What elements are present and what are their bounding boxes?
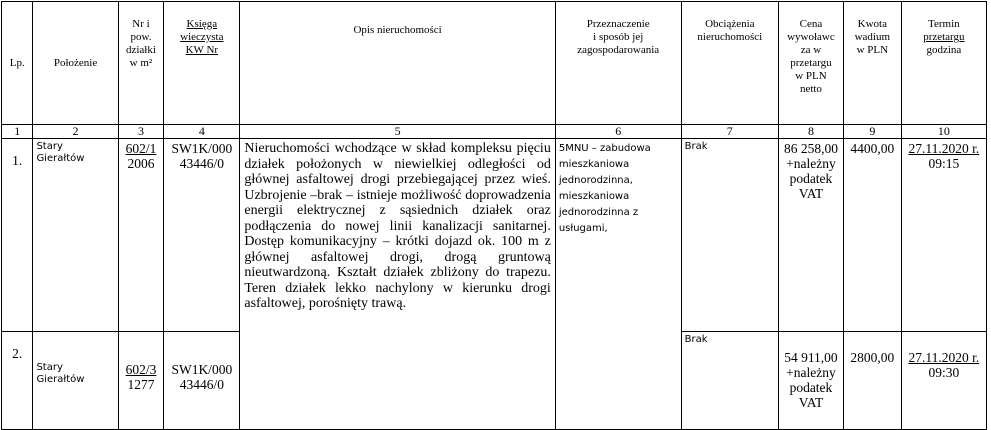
przeznaczenie: 5MNU – zabudowa mieszkaniowa jednorodzinna, mieszkaniowa jednorodzinna z usługami, (555, 139, 681, 430)
opis-nieruchomosci: Nieruchomości wchodzące w skład kompleksu pięciu działek położonych w niewielkiej odległości od głównej asfaltowej drogi przebiegającej przez wieś. Uzbrojenie –brak – istnieje możliwość doprowadzenia energii elektrycznej z sąsiednich działek oraz podłączenia do nowej linii kanalizacji sanitarnej. Dostęp komunikacyjny – krótki dojazd ok. 100 m z głównej asfaltowej drogi, drogą gruntową nieutwardzoną. Kształt działek zbliżony do trapezu. Teren działek lekko nachylony w kierunku drogi asfaltowej, porośnięty trawą. (240, 139, 555, 430)
row-cena: 86 258,00 +należny podatek VAT (778, 139, 843, 332)
header-polozenie: Położenie (33, 2, 118, 125)
column-number: 2 (33, 125, 118, 139)
row-wadium: 2800,00 (843, 332, 901, 430)
row-polozenie: Stary Gierałtów (33, 139, 118, 332)
row-ksiega: SW1K/000 43446/0 (164, 139, 240, 332)
row-obciazenia: Brak (681, 139, 778, 332)
column-number: 8 (778, 125, 843, 139)
column-number: 3 (118, 125, 164, 139)
row-nr-pow: 602/1 2006 (118, 139, 164, 332)
header-opis: Opis nieruchomości (240, 2, 555, 125)
row-polozenie: Stary Gierałtów (33, 332, 118, 430)
column-number: 4 (164, 125, 240, 139)
row-ksiega: SW1K/000 43446/0 (164, 332, 240, 430)
header-kwota-wadium: Kwota wadium w PLN (843, 2, 901, 125)
column-number: 5 (240, 125, 555, 139)
header-row (2, 2, 987, 125)
column-number: 9 (843, 125, 901, 139)
column-number: 7 (681, 125, 778, 139)
row-wadium: 4400,00 (843, 139, 901, 332)
auction-table (1, 1, 987, 430)
header-ksiega-wieczysta: Księga wieczysta KW Nr (164, 2, 240, 125)
column-number: 10 (901, 125, 986, 139)
row-termin: 27.11.2020 r. 09:15 (901, 139, 986, 332)
row-termin: 27.11.2020 r. 09:30 (901, 332, 986, 430)
row-nr-pow: 602/3 1277 (118, 332, 164, 430)
header-nr-pow: Nr i pow. działki w m² (118, 2, 164, 125)
header-lp: Lp. (2, 2, 33, 125)
row-cena: 54 911,00 +należny podatek VAT (778, 332, 843, 430)
row-lp: 1. (2, 139, 33, 332)
column-number: 6 (555, 125, 681, 139)
row-obciazenia: Brak (681, 332, 778, 430)
header-przeznaczenie: Przeznaczenie i sposób jej zagospodarowania (555, 2, 681, 125)
column-number: 1 (2, 125, 33, 139)
table-row (2, 139, 987, 332)
header-cena: Cena wywoławc za w przetargu w PLN netto (778, 2, 843, 125)
column-number-row (2, 125, 987, 139)
header-obciazenia: Obciążenia nieruchomości (681, 2, 778, 125)
header-termin: Termin przetargu godzina (901, 2, 986, 125)
row-lp: 2. (2, 332, 33, 430)
